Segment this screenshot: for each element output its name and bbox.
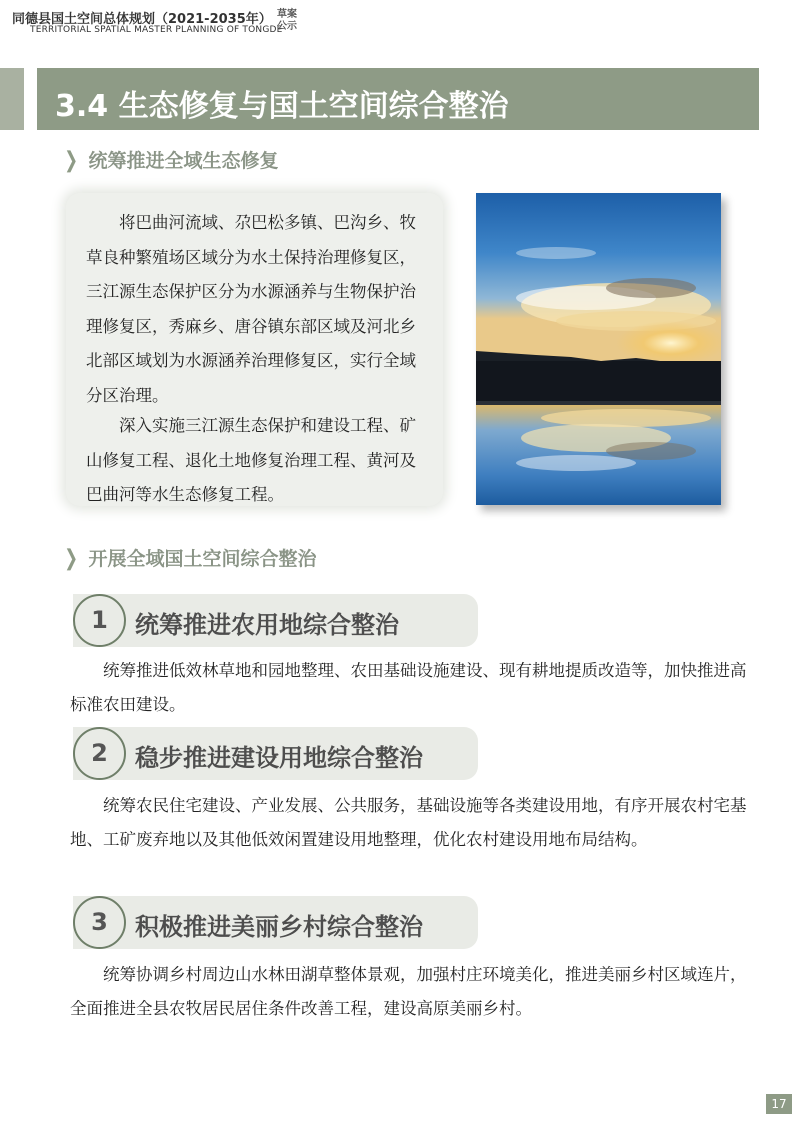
item-title: 稳步推进建设用地综合整治 [135,744,423,772]
number-badge [73,727,126,780]
ecological-text-box [66,193,443,506]
subsection-heading-ecological [62,146,278,173]
section-left-accent [0,68,24,130]
section-title-bar [37,68,759,130]
number-badge [73,594,126,647]
item-heading-construction-land [73,727,478,780]
item-title: 积极推进美丽乡村综合整治 [135,913,423,941]
number-badge [73,896,126,949]
item-title: 统筹推进农用地综合整治 [135,611,399,639]
ecological-paragraph-2: 深入实施三江源生态保护和建设工程、矿山修复工程、退化土地修复治理工程、黄河及巴曲河等水生态修复工程。 [86,416,416,504]
ecological-paragraph-1: 将巴曲河流域、尕巴松多镇、巴沟乡、牧草良种繁殖场区域分为水土保持治理修复区，三江源生态保护区分为水源涵养与生物保护治理修复区，秀麻乡、唐谷镇东部区域及河北乡北部区域划为水源涵养治理修复区，实行全域分区治理。 [86,213,416,405]
item-text-construction-land: 统筹农民住宅建设、产业发展、公共服务，基础设施等各类建设用地，有序开展农村宅基地、工矿废弃地以及其他低效闲置建设用地整理，优化农村建设用地布局结构。 [70,796,747,849]
chevron-right-icon: ❯ [64,148,79,173]
chevron-right-icon: ❯ [64,546,79,571]
document-subtitle: TERRITORIAL SPATIAL MASTER PLANNING OF TONGDE [30,25,283,35]
number-badge-digit: 3 [91,908,108,936]
document-title: 同德县国土空间总体规划（2021-2035年） [12,12,272,27]
item-heading-beautiful-village [73,896,478,949]
lake-sunset-photo [476,193,721,505]
section-title: 3.4 生态修复与国土空间综合整治 [55,89,509,124]
page-number: 17 [766,1094,792,1114]
number-badge-digit: 2 [91,739,108,767]
subsection-heading-text: 开展全域国土空间综合整治 [88,548,317,570]
item-text-beautiful-village: 统筹协调乡村周边山水林田湖草整体景观，加强村庄环境美化，推进美丽乡村区域连片，全面推进全县农牧居民居住条件改善工程，建设高原美丽乡村。 [70,965,747,1018]
item-heading-farmland [73,594,478,647]
draft-label: 草案公示 [277,9,297,32]
item-text-farmland: 统筹推进低效林草地和园地整理、农田基础设施建设、现有耕地提质改造等，加快推进高标准农田建设。 [70,661,747,714]
number-badge-digit: 1 [91,606,108,634]
subsection-heading-text: 统筹推进全域生态修复 [88,150,279,172]
subsection-heading-territorial [62,544,316,571]
